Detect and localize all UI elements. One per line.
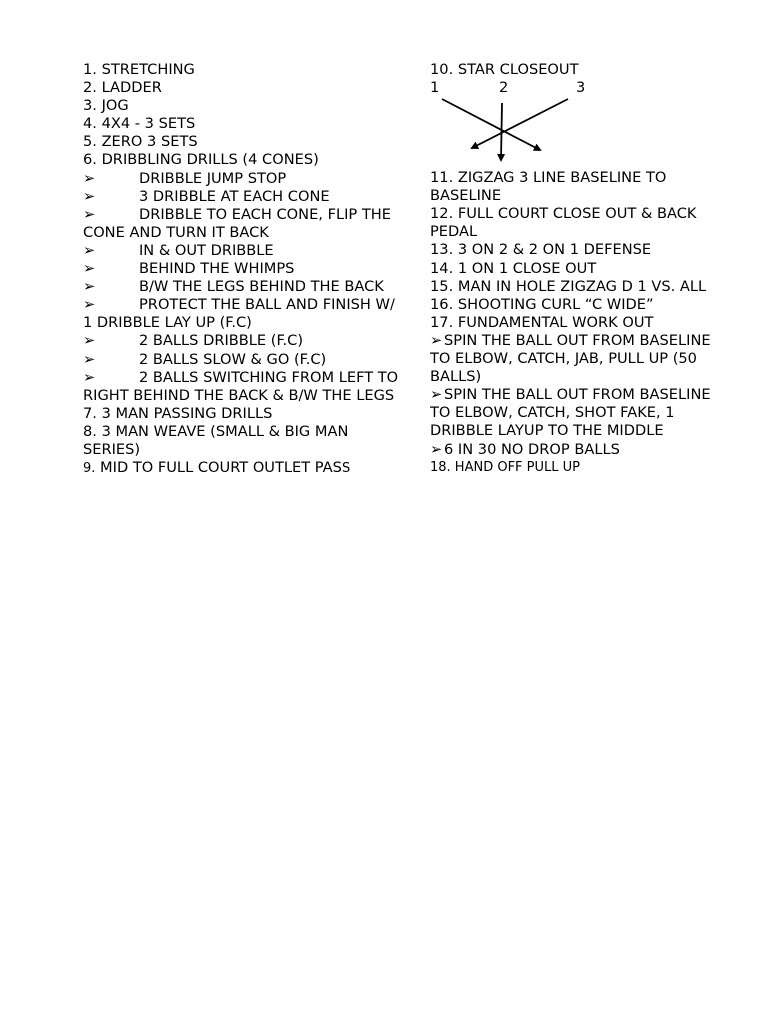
drill-item-9	[83, 459, 403, 478]
sub-drill	[83, 260, 403, 278]
arrow-bullet-icon: ➢	[83, 260, 96, 278]
sub-drill	[83, 188, 403, 206]
diagram-label-2: 2	[499, 79, 509, 97]
sub-drill	[83, 296, 403, 332]
sub-drill	[83, 206, 403, 242]
arrow-bullet-icon: ➢	[83, 241, 96, 259]
sub-drill-text: IN & OUT DRIBBLE	[139, 241, 274, 259]
sub-drill	[430, 386, 720, 440]
diagram-label-3: 3	[576, 79, 586, 97]
sub-drill-text: BEHIND THE WHIMPS	[139, 260, 295, 278]
drill-item: 4. 4X4 - 3 SETS	[83, 115, 196, 133]
sub-drill-text: 2 BALLS SWITCHING FROM LEFT TO RIGHT BEHIND THE BACK & B/W THE LEGS	[83, 368, 399, 404]
sub-drill	[83, 369, 403, 405]
arrow-bullet-icon: ➢	[83, 187, 96, 205]
sub-drill-text: DRIBBLE TO EACH CONE, FLIP THE CONE AND TURN IT BACK	[83, 205, 391, 241]
drill-item: 6. DRIBBLING DRILLS (4 CONES)	[83, 151, 319, 169]
sub-drill	[83, 332, 403, 350]
sub-drill	[83, 170, 403, 188]
sub-drill	[83, 351, 403, 369]
sub-drill	[430, 441, 720, 459]
sub-drill-text: PROTECT THE BALL AND FINISH W/ 1 DRIBBLE LAY UP (F.C)	[83, 296, 395, 332]
sub-drill-text: 3 DRIBBLE AT EACH CONE	[139, 187, 330, 205]
drill-item: 17. FUNDAMENTAL WORK OUT	[430, 313, 654, 331]
drill-item: 16. SHOOTING CURL “C WIDE”	[430, 295, 654, 313]
arrow-bullet-icon: ➢	[83, 368, 96, 386]
arrow-line-1	[442, 99, 540, 150]
drill-item: 1. STRETCHING	[83, 61, 195, 78]
drill-item: 11. ZIGZAG 3 LINE BASELINE TO BASELINE	[430, 169, 667, 205]
drill-item: 10. STAR CLOSEOUT	[430, 61, 579, 78]
drill-item: 7. 3 MAN PASSING DRILLS	[83, 404, 273, 422]
sub-drill-text: DRIBBLE JUMP STOP	[139, 169, 287, 187]
drill-item: 8. 3 MAN WEAVE (SMALL & BIG MAN SERIES)	[83, 422, 349, 458]
arrow-bullet-icon: ➢	[83, 296, 96, 314]
sub-drill-text: 2 BALLS SLOW & GO (F.C)	[139, 350, 327, 368]
drill-item: 18. HAND OFF PULL UP	[430, 459, 580, 475]
sub-drill	[83, 242, 403, 260]
drill-item: 12. FULL COURT CLOSE OUT & BACK PEDAL	[430, 205, 697, 241]
drill-number: 9.	[83, 461, 96, 477]
sub-drill	[83, 278, 403, 296]
sub-drill-text: 6 IN 30 NO DROP BALLS	[444, 440, 620, 458]
arrow-bullet-icon: ➢	[430, 440, 443, 458]
arrow-bullet-icon: ➢	[83, 169, 96, 187]
arrow-bullet-icon: ➢	[83, 332, 96, 350]
sub-drill-text: B/W THE LEGS BEHIND THE BACK	[139, 278, 384, 296]
right-column	[430, 61, 720, 477]
sub-drill-text: SPIN THE BALL OUT FROM BASELINE TO ELBOW, CATCH, JAB, PULL UP (50 BALLS)	[430, 331, 711, 386]
arrow-bullet-icon: ➢	[430, 386, 443, 404]
drill-text: MID TO FULL COURT OUTLET PAS	[95, 459, 342, 477]
star-closeout-diagram	[430, 79, 720, 169]
drill-item: 2. LADDER	[83, 79, 162, 97]
arrow-bullet-icon: ➢	[83, 205, 96, 223]
arrow-bullet-icon: ➢	[83, 350, 96, 368]
arrow-line-3	[472, 99, 568, 148]
drill-item: 3. JOG	[83, 97, 129, 115]
diagram-label-1: 1	[430, 79, 440, 97]
sub-drill	[430, 332, 720, 386]
drill-item: 15. MAN IN HOLE ZIGZAG D 1 VS. ALL	[430, 277, 707, 295]
crossing-arrows-icon	[430, 79, 580, 169]
arrow-bullet-icon: ➢	[430, 331, 443, 349]
drill-item: 5. ZERO 3 SETS	[83, 133, 198, 151]
drill-text-tail: S	[341, 461, 351, 477]
sub-drill-text: SPIN THE BALL OUT FROM BASELINE TO ELBOW, CATCH, SHOT FAKE, 1 DRIBBLE LAYUP TO THE MIDDLE	[430, 386, 711, 440]
arrow-line-2	[501, 103, 502, 160]
drill-item: 14. 1 ON 1 CLOSE OUT	[430, 259, 597, 277]
left-column	[83, 61, 403, 478]
arrow-bullet-icon: ➢	[83, 278, 96, 296]
drill-item: 13. 3 ON 2 & 2 ON 1 DEFENSE	[430, 241, 652, 259]
sub-drill-text: 2 BALLS DRIBBLE (F.C)	[139, 332, 304, 350]
